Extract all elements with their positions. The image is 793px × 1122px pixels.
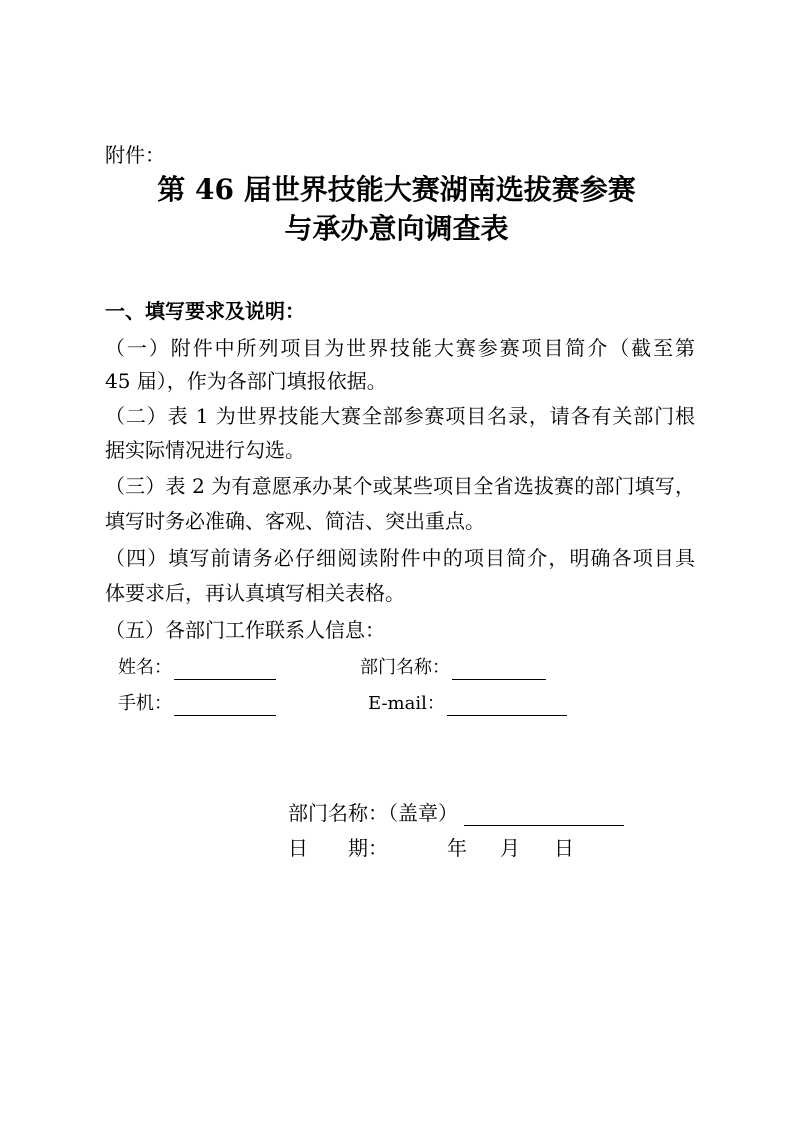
paragraph-line: 据实际情况进行勾选。 (105, 438, 305, 462)
contact-phone-blank[interactable] (174, 697, 276, 716)
signature-dept-label: 部门名称：（盖章） (288, 801, 458, 825)
paragraph-line: （一）附件中所列项目为世界技能大赛参赛项目简介（截至第 (105, 336, 695, 360)
paragraph-line: 填写时务必准确、客观、简洁、突出重点。 (105, 509, 485, 533)
section-heading: 一、填写要求及说明： (105, 299, 305, 323)
date-year: 年 (447, 836, 467, 860)
paragraph-line: （三）表 2 为有意愿承办某个或某些项目全省选拔赛的部门填写， (105, 474, 695, 498)
paragraph-line: （四）填写前请务必仔细阅读附件中的项目简介，明确各项目具 (105, 546, 695, 570)
paragraph-line: 体要求后，再认真填写相关表格。 (105, 581, 405, 605)
attachment-label: 附件： (105, 143, 165, 167)
contact-phone-field[interactable] (118, 692, 276, 716)
contact-email-field[interactable] (368, 692, 567, 716)
contact-name-blank[interactable] (174, 661, 276, 680)
contact-email-label: E-mail： (368, 693, 445, 714)
contact-dept-blank[interactable] (452, 661, 546, 680)
contact-name-field[interactable] (118, 656, 276, 680)
contact-dept-label: 部门名称： (360, 657, 450, 678)
paragraph-line: （二）表 1 为世界技能大赛全部参赛项目名录，请各有关部门根 (105, 404, 695, 428)
signature-date-row (288, 835, 388, 861)
date-month: 月 (500, 836, 520, 860)
contact-email-blank[interactable] (447, 697, 567, 716)
paragraph-line: 45 届），作为各部门填报依据。 (105, 369, 387, 393)
paragraph-line: （五）各部门工作联系人信息： (105, 618, 385, 642)
signature-date-label: 日 期： (288, 836, 388, 860)
document-title-line-1: 第 46 届世界技能大赛湖南选拔赛参赛 (157, 173, 636, 206)
date-day: 日 (554, 836, 574, 860)
signature-dept-blank[interactable] (464, 803, 624, 826)
document-title-line-2: 与承办意向调查表 (284, 212, 509, 245)
signature-dept-field[interactable] (288, 800, 624, 826)
contact-dept-field[interactable] (360, 656, 546, 680)
contact-name-label: 姓名： (118, 657, 172, 678)
contact-phone-label: 手机： (118, 693, 172, 714)
